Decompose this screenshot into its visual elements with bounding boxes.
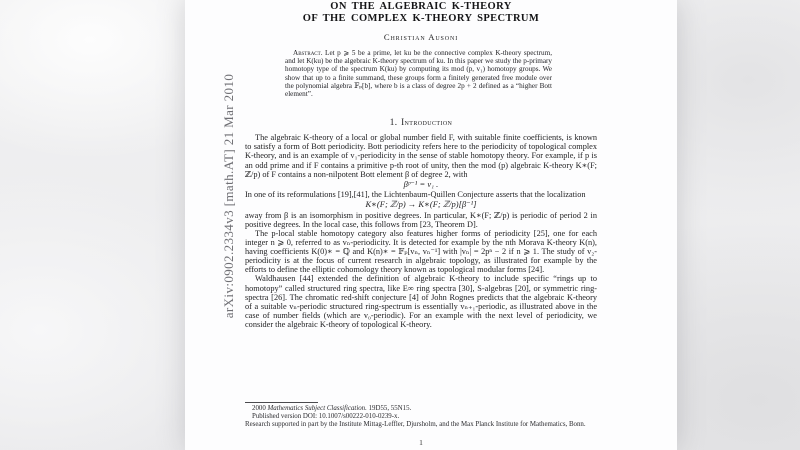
abstract-paragraph	[285, 49, 552, 98]
abstract-text: Let p ⩾ 5 be a prime, let ku be the connective complex K-theory spectrum, and let K(ku) be the algebraic K-theory spectrum of ku. In this paper we study the p-primary homotopy type of the spectrum K(ku) by computing its mod (p, v₁) homotopy groups. We show that up to a finite summand, these groups form a finitely generated free module over the polynomial algebra 𝔽ₚ[b], where b is a class of degree 2p + 2 defined as a “higher Bott element”.	[285, 49, 552, 99]
footnote-msc-year: 2000	[252, 405, 268, 412]
paper-title	[245, 0, 597, 24]
introduction-body	[245, 133, 597, 329]
paragraph-waldhausen: Waldhausen [44] extended the definition of algebraic K-theory to include specific “rings up to homotopy” called structured ring spectra, like E∞ ring spectra [30], S-algebras [20], or symmetric ring-spectra [26]. The chromatic red-shift conjecture [4] of John Rognes predicts that the algebraic K-theory of a suitable vₙ-periodic structured ring-spectrum is essentially vₙ₊₁-periodic, as illustrated above in the case of number fields (which are v₀-periodic). For an example with the next level of periodicity, we consider the algebraic K-theory of topological K-theory.	[245, 274, 597, 329]
paper-content	[245, 0, 597, 450]
section-heading: 1. Introduction	[389, 117, 453, 128]
intro-paragraph-1: The algebraic K-theory of a local or global number field F, with suitable finite coefficients, is known to satisfy a form of Bott periodicity. Bott periodicity refers here to the periodicity of topological complex K-theory, and is an example of v₁-periodicity in the sense of stable homotopy theory. For example, if p is an odd prime and if F contains a primitive p-th root of unity, then the mod (p) algebraic K-theory K∗(F; ℤ/p) of F contains a non-nilpotent Bott element β of degree 2, with	[245, 133, 597, 179]
paragraph-away-from-beta: away from β is an isomorphism in positive degrees. In particular, K∗(F; ℤ/p) is periodic of period 2 in positive degrees. In the local case, this follows from [23, Theorem D].	[245, 210, 597, 229]
paragraph-reformulations: In one of its reformulations [19],[41], the Lichtenbaum-Quillen Conjecture asserts that the localization	[245, 190, 586, 200]
display-formula-bott: βᵖ⁻¹ = v₁ .	[403, 178, 439, 189]
footnote-doi: Published version DOI: 10.1007/s00222-010-0239-x.	[252, 412, 400, 420]
display-formula-localization: K∗(F; ℤ/p) → K∗(F; ℤ/p)[β⁻¹]	[365, 199, 477, 210]
paper-title-line1: ON THE ALGEBRAIC K-THEORY	[330, 1, 512, 12]
abstract-label: Abstract.	[293, 49, 323, 57]
paper-title-line2: OF THE COMPLEX K-THEORY SPECTRUM	[302, 12, 540, 24]
footnote-support: Research supported in part by the Institute Mittag-Leffler, Djursholm, and the Max Planck Institute for Mathematics, Bonn.	[245, 420, 586, 428]
footnote-msc-title: Mathematics Subject Classification.	[267, 405, 367, 412]
page-number: 1	[419, 438, 423, 447]
footnote-rule	[245, 402, 318, 403]
paragraph-p-local: The p-local stable homotopy category also features higher forms of periodicity [25], one for each integer n ⩾ 0, referred to as vₙ-periodicity. It is detected for example by the nth Morava K-theory K(n), having coefficients K(0)∗ = ℚ and K(n)∗ = 𝔽ₚ[vₙ, vₙ⁻¹] with |vₙ| = 2pⁿ − 2 if n ⩾ 1. The study of v₂-periodicity is at the focus of current research in algebraic topology, as illustrated for example by the efforts to define the elliptic cohomology theory known as topological modular forms [24].	[245, 228, 597, 275]
footnote-msc-codes: 19D55, 55N15.	[366, 405, 412, 412]
footnote-block	[245, 402, 597, 429]
arxiv-stamp: arXiv:0902.2334v3 [math.AT] 21 Mar 2010	[221, 73, 236, 319]
author-name: Christian Ausoni	[383, 32, 459, 42]
footnote-msc	[245, 405, 597, 413]
